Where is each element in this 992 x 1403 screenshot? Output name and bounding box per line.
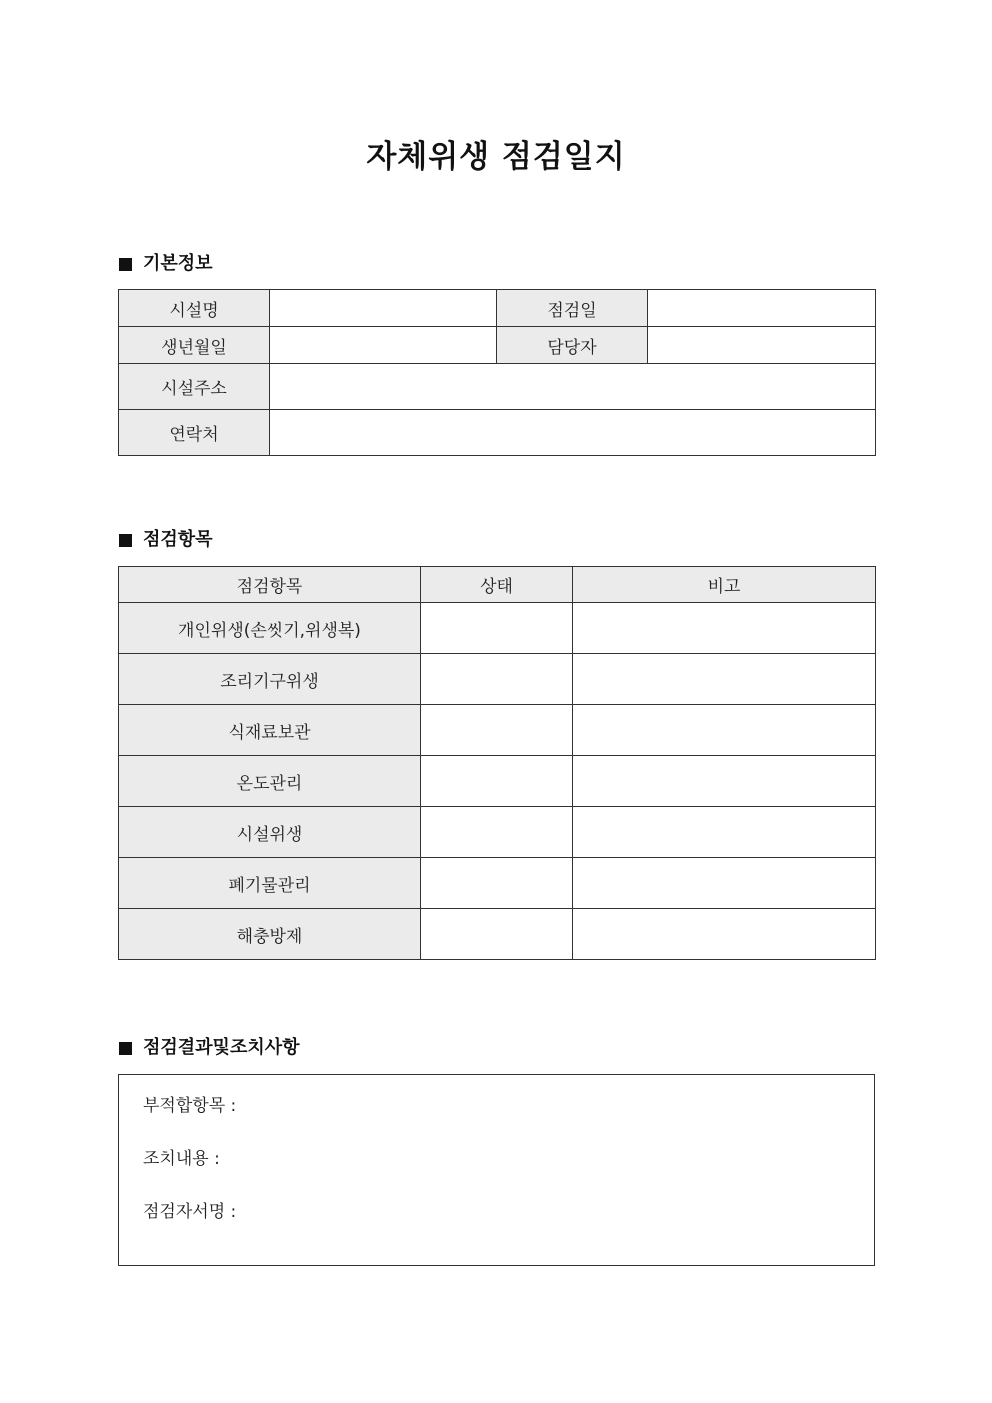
item-name: 온도관리 [119, 756, 421, 807]
note-cell[interactable] [573, 603, 876, 654]
table-row [119, 909, 876, 960]
inspection-date-label: 점검일 [497, 290, 648, 327]
note-cell[interactable] [573, 756, 876, 807]
square-bullet-icon [119, 258, 132, 271]
table-row [119, 858, 876, 909]
section-heading-label: 점검항목 [143, 529, 213, 550]
note-cell[interactable] [573, 807, 876, 858]
status-cell[interactable] [421, 654, 573, 705]
section-heading-label: 점검결과및조치사항 [143, 1037, 300, 1058]
note-cell[interactable] [573, 654, 876, 705]
note-cell[interactable] [573, 705, 876, 756]
document-title: 자체위생 점검일지 [366, 139, 626, 175]
address-field[interactable] [270, 364, 876, 410]
table-row [119, 705, 876, 756]
contact-field[interactable] [270, 410, 876, 456]
note-cell[interactable] [573, 909, 876, 960]
table-row [119, 654, 876, 705]
section-heading-basic-info [119, 252, 213, 276]
table-row [119, 756, 876, 807]
birth-date-label: 생년월일 [119, 327, 270, 364]
inspection-items-table [118, 566, 876, 960]
column-header-note: 비고 [573, 567, 876, 603]
nonconforming-items-label: 부적합항목 : [143, 1096, 237, 1116]
status-cell[interactable] [421, 603, 573, 654]
status-cell[interactable] [421, 858, 573, 909]
status-cell[interactable] [421, 705, 573, 756]
inspection-date-field[interactable] [648, 290, 876, 327]
column-header-status: 상태 [421, 567, 573, 603]
table-row [119, 290, 876, 327]
facility-name-label: 시설명 [119, 290, 270, 327]
action-details-label: 조치내용 : [143, 1149, 220, 1169]
basic-info-table [118, 289, 876, 456]
item-name: 식재료보관 [119, 705, 421, 756]
address-label: 시설주소 [119, 364, 270, 410]
item-name: 시설위생 [119, 807, 421, 858]
facility-name-field[interactable] [270, 290, 497, 327]
item-name: 해충방제 [119, 909, 421, 960]
table-row [119, 410, 876, 456]
column-header-item: 점검항목 [119, 567, 421, 603]
item-name: 폐기물관리 [119, 858, 421, 909]
table-header-row [119, 567, 876, 603]
table-row [119, 364, 876, 410]
note-cell[interactable] [573, 858, 876, 909]
birth-date-field[interactable] [270, 327, 497, 364]
manager-label: 담당자 [497, 327, 648, 364]
table-row [119, 807, 876, 858]
results-box [118, 1074, 875, 1266]
manager-field[interactable] [648, 327, 876, 364]
table-row [119, 603, 876, 654]
status-cell[interactable] [421, 807, 573, 858]
contact-label: 연락처 [119, 410, 270, 456]
item-name: 개인위생(손씻기,위생복) [119, 603, 421, 654]
status-cell[interactable] [421, 909, 573, 960]
section-heading-inspection-items [119, 528, 213, 552]
square-bullet-icon [119, 534, 132, 547]
status-cell[interactable] [421, 756, 573, 807]
item-name: 조리기구위생 [119, 654, 421, 705]
section-heading-results [119, 1036, 300, 1060]
table-row [119, 327, 876, 364]
section-heading-label: 기본정보 [143, 253, 213, 274]
square-bullet-icon [119, 1042, 132, 1055]
inspector-signature-label: 점검자서명 : [143, 1202, 237, 1222]
